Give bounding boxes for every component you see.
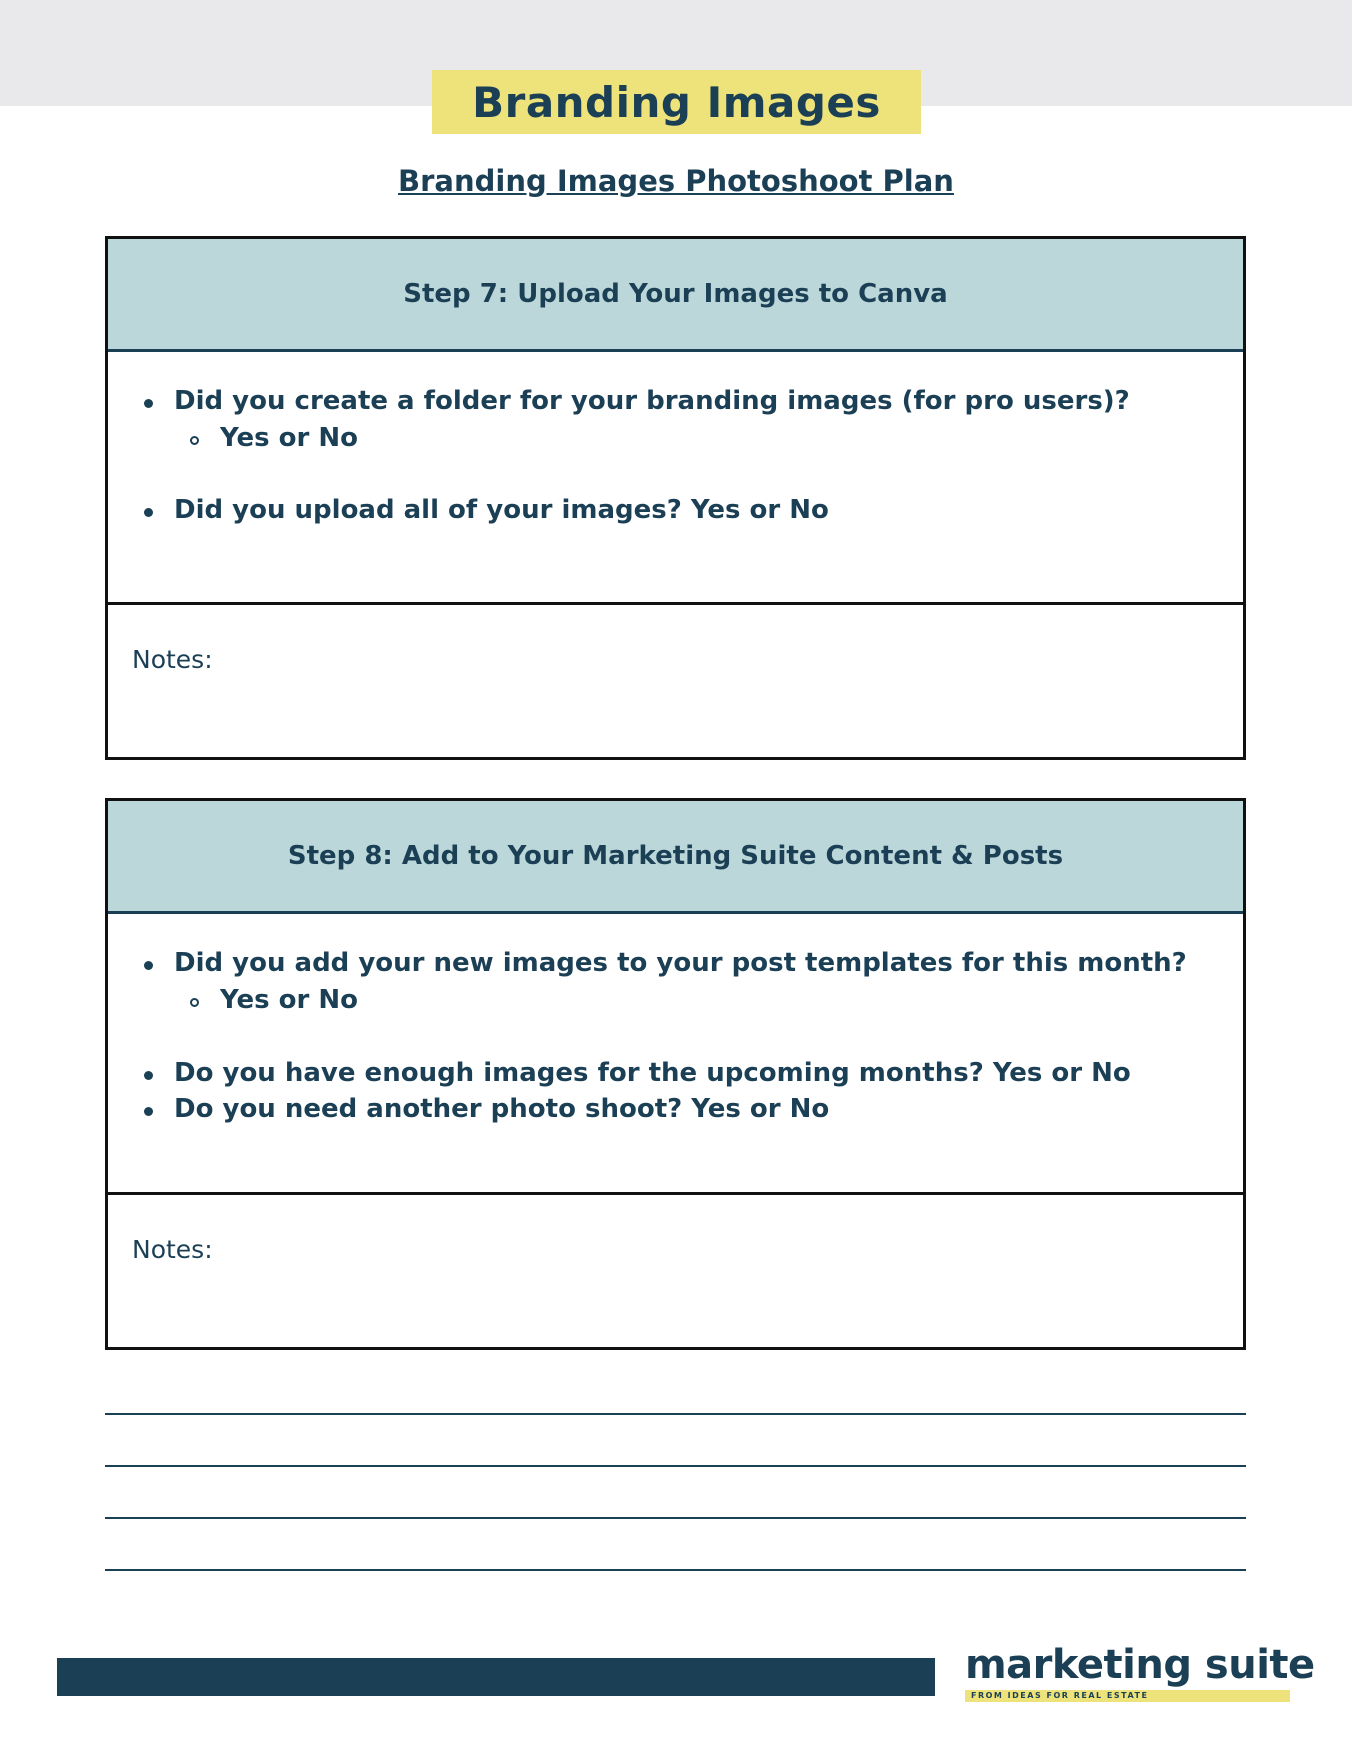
notes-label: Notes:: [132, 1235, 213, 1264]
list-item-text: Did you create a folder for your branding images (for pro users)?: [174, 386, 1130, 416]
list-subitem-text: Yes or No: [220, 423, 358, 453]
writing-line: [105, 1569, 1246, 1571]
list-subitem: [190, 985, 358, 1015]
logo-tagline: FROM IDEAS FOR REAL ESTATE: [971, 1691, 1149, 1700]
step-8-heading: Step 8: Add to Your Marketing Suite Content & Posts: [108, 801, 1243, 914]
step-7-heading: Step 7: Upload Your Images to Canva: [108, 239, 1243, 352]
bullet-icon: [144, 961, 153, 970]
bullet-icon: [144, 1107, 153, 1116]
sub-bullet-icon: [190, 998, 199, 1007]
list-item: [144, 1058, 1131, 1088]
list-item-text: Do you have enough images for the upcoming months? Yes or No: [174, 1058, 1131, 1088]
bullet-icon: [144, 1071, 153, 1080]
list-subitem-text: Yes or No: [220, 985, 358, 1015]
bullet-icon: [144, 399, 153, 408]
list-item-text: Do you need another photo shoot? Yes or No: [174, 1094, 830, 1124]
step-7-checklist: [108, 352, 1243, 605]
logo-wordmark: marketing suite: [965, 1642, 1315, 1688]
writing-line: [105, 1413, 1246, 1415]
step-8-checklist: [108, 914, 1243, 1195]
writing-line: [105, 1465, 1246, 1467]
bullet-icon: [144, 508, 153, 517]
page-subtitle: Branding Images Photoshoot Plan: [398, 164, 954, 198]
sub-bullet-icon: [190, 436, 199, 445]
list-item: [144, 948, 1187, 978]
notes-label: Notes:: [132, 645, 213, 674]
list-item: [144, 1094, 829, 1124]
title-banner: [432, 70, 921, 134]
list-item-text: Did you add your new images to your post templates for this month?: [174, 948, 1187, 978]
list-item: [144, 495, 829, 525]
writing-line: [105, 1517, 1246, 1519]
list-item: [144, 386, 1130, 416]
list-item-text: Did you upload all of your images? Yes or No: [174, 495, 829, 525]
step-8-notes-area[interactable]: [108, 1195, 1243, 1347]
footer-bar: [57, 1658, 935, 1696]
marketing-suite-logo: [965, 1642, 1315, 1700]
list-subitem: [190, 423, 358, 453]
step-7-notes-area[interactable]: [108, 605, 1243, 757]
step-7-section: [105, 236, 1246, 760]
page-title: Branding Images: [472, 77, 881, 127]
step-8-section: [105, 798, 1246, 1350]
